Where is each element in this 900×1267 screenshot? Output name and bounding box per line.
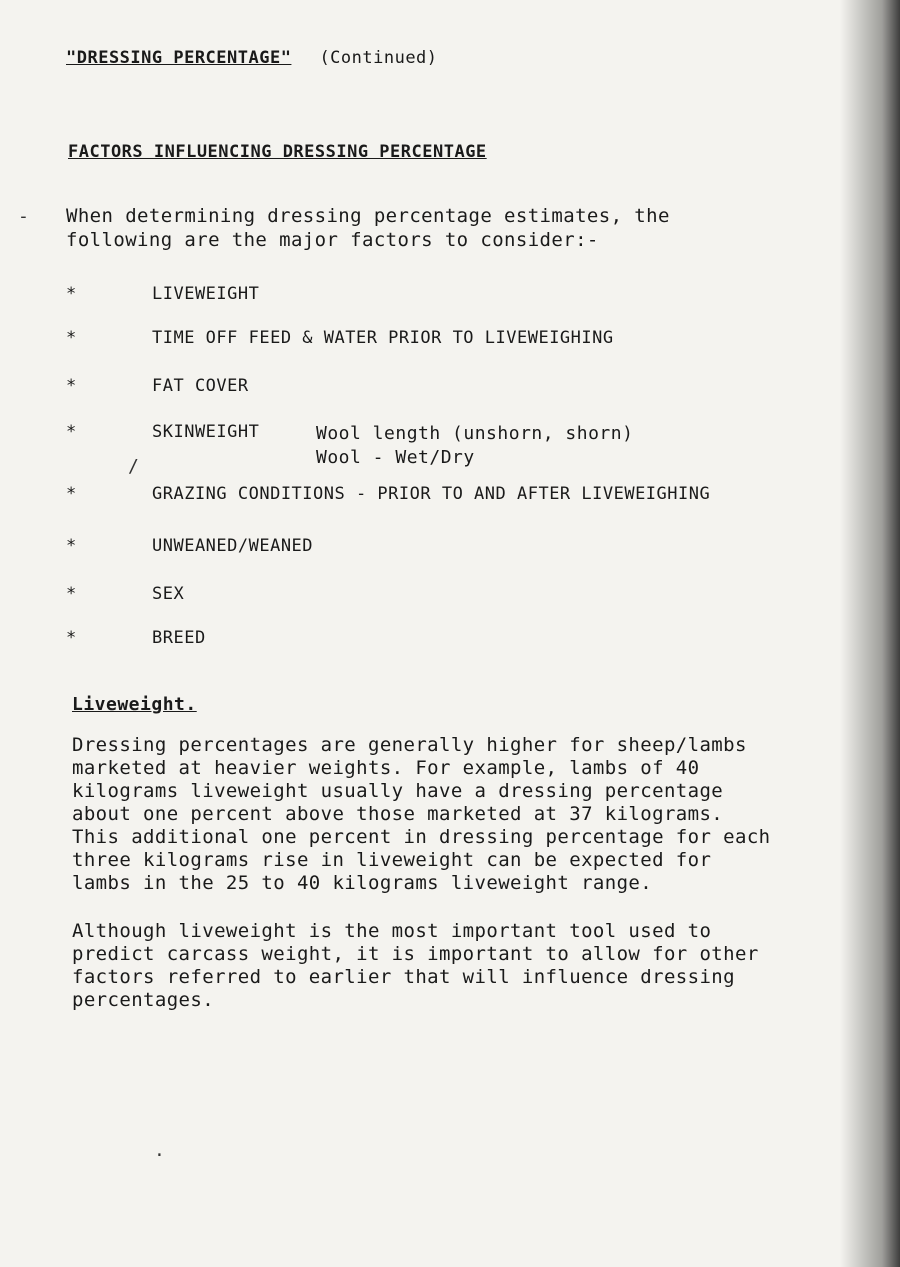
stray-slash-mark: /: [128, 456, 139, 477]
intro-line: following are the major factors to consider:-: [66, 229, 599, 251]
paragraph-line: about one percent above those marketed at 37 kilograms.: [72, 803, 724, 825]
stray-dot-mark: .: [154, 1140, 165, 1161]
bullet-star: *: [66, 422, 77, 442]
paragraph-line: This additional one percent in dressing percentage for each: [72, 826, 771, 848]
heading-title: "DRESSING PERCENTAGE": [66, 48, 292, 68]
liveweight-paragraph-1: [72, 734, 872, 895]
paragraph-line: factors referred to earlier that will influence dressing: [72, 966, 735, 988]
liveweight-subheading: Liveweight.: [72, 694, 197, 715]
factor-note-line: Wool length (unshorn, shorn): [316, 423, 634, 444]
paragraph-line: Although liveweight is the most important tool used to: [72, 920, 712, 942]
factor-label: GRAZING CONDITIONS - PRIOR TO AND AFTER LIVEWEIGHING: [152, 484, 711, 504]
bullet-star: *: [66, 328, 77, 348]
bullet-star: *: [66, 376, 77, 396]
liveweight-paragraph-2: [72, 920, 872, 1012]
factor-label: BREED: [152, 628, 206, 648]
factor-note-line: Wool - Wet/Dry: [316, 447, 475, 468]
factor-label: SKINWEIGHT: [152, 422, 260, 442]
bullet-star: *: [66, 536, 77, 556]
page-edge-shadow: [840, 0, 900, 1267]
page-heading: [66, 48, 438, 68]
paragraph-line: percentages.: [72, 989, 215, 1011]
factor-notes: [316, 422, 633, 470]
paragraph-line: predict carcass weight, it is important to allow for other: [72, 943, 759, 965]
stray-dash-mark: -: [18, 206, 29, 227]
paragraph-line: lambs in the 25 to 40 kilograms liveweight range.: [72, 872, 653, 894]
factor-label: SEX: [152, 584, 185, 604]
factor-label: LIVEWEIGHT: [152, 284, 260, 304]
paragraph-line: Dressing percentages are generally higher for sheep/lambs: [72, 734, 747, 756]
factor-label: UNWEANED/WEANED: [152, 536, 314, 556]
bullet-star: *: [66, 628, 77, 648]
paragraph-line: marketed at heavier weights. For example, lambs of 40: [72, 757, 700, 779]
factor-label: FAT COVER: [152, 376, 249, 396]
paragraph-line: three kilograms rise in liveweight can be expected for: [72, 849, 712, 871]
factor-label: TIME OFF FEED & WATER PRIOR TO LIVEWEIGHING: [152, 328, 614, 348]
intro-paragraph: [66, 204, 826, 252]
bullet-star: *: [66, 484, 77, 504]
heading-continued: (Continued): [319, 48, 438, 68]
paragraph-line: kilograms liveweight usually have a dressing percentage: [72, 780, 724, 802]
section-title: FACTORS INFLUENCING DRESSING PERCENTAGE: [68, 142, 487, 162]
bullet-star: *: [66, 284, 77, 304]
intro-line: When determining dressing percentage estimates, the: [66, 205, 670, 227]
bullet-star: *: [66, 584, 77, 604]
